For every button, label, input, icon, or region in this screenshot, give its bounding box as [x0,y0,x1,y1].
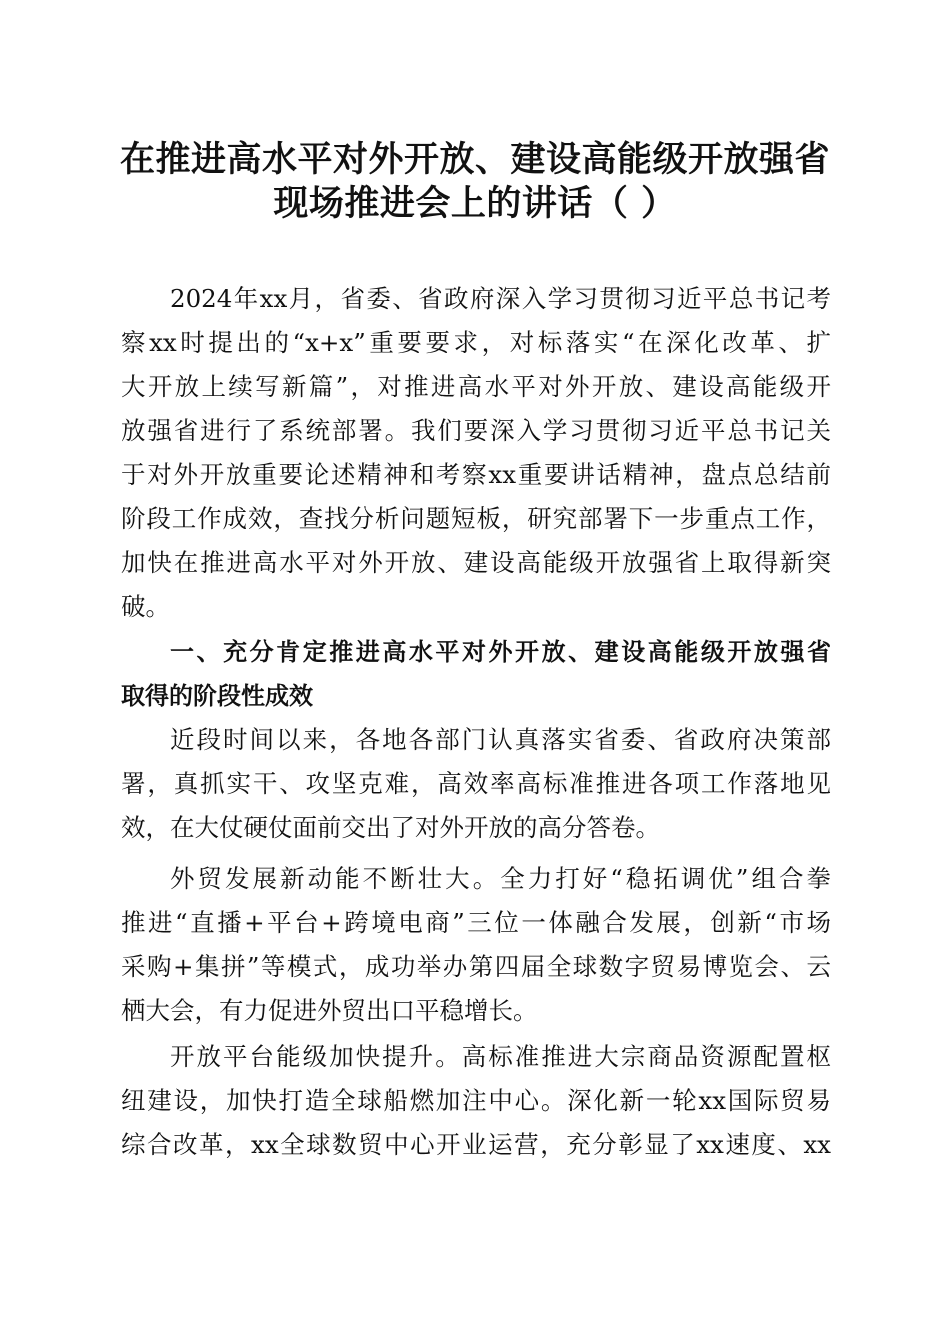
paragraph-1-line: 察xx时提出的“x+x”重要要求，对标落实“在深化改革、扩 [121,328,831,357]
paragraph-3-line: 栖大会，有力促进外贸出口平稳增长。 [121,996,538,1025]
paragraph-1-line: 于对外开放重要论述精神和考察xx重要讲话精神，盘点总结前 [121,460,831,489]
section-heading-line: 取得的阶段性成效 [121,682,313,710]
paragraph-1-line: 2024年xx月，省委、省政府深入学习贯彻习近平总书记考 [170,284,831,313]
paragraph-1-line: 破。 [121,592,170,621]
document-title-line-1: 在推进高水平对外开放、建设高能级开放强省 [119,140,830,180]
paragraph-4-line: 纽建设，加快打造全球船燃加注中心。深化新一轮xx国际贸易 [121,1086,831,1115]
paragraph-4-line: 开放平台能级加快提升。高标准推进大宗商品资源配置枢 [170,1042,831,1071]
paragraph-2-line: 署，真抓实干、攻坚克难，高效率高标准推进各项工作落地见 [121,769,831,798]
paragraph-3-line: 外贸发展新动能不断壮大。全力打好“稳拓调优”组合拳 [170,864,831,893]
paragraph-3-line: 采购+集拼”等模式，成功举办第四届全球数字贸易博览会、云 [121,952,831,981]
paragraph-1-line: 放强省进行了系统部署。我们要深入学习贯彻习近平总书记关 [121,416,831,445]
paragraph-3-line: 推进“直播+平台+跨境电商”三位一体融合发展，创新“市场 [121,908,831,937]
paragraph-1-line: 阶段工作成效，查找分析问题短板，研究部署下一步重点工作， [121,504,831,533]
document-title-line-2: 现场推进会上的讲话（ ） [273,184,677,224]
paragraph-2-line: 效，在大仗硬仗面前交出了对外开放的高分答卷。 [121,813,660,842]
section-heading-line: 一、充分肯定推进高水平对外开放、建设高能级开放强省 [170,638,831,666]
paragraph-4-line: 综合改革，xx全球数贸中心开业运营，充分彰显了xx速度、xx [121,1130,831,1159]
paragraph-1-line: 加快在推进高水平对外开放、建设高能级开放强省上取得新突 [121,548,831,577]
paragraph-1-line: 大开放上续写新篇”，对推进高水平对外开放、建设高能级开 [121,372,831,401]
paragraph-2-line: 近段时间以来，各地各部门认真落实省委、省政府决策部 [170,725,831,754]
